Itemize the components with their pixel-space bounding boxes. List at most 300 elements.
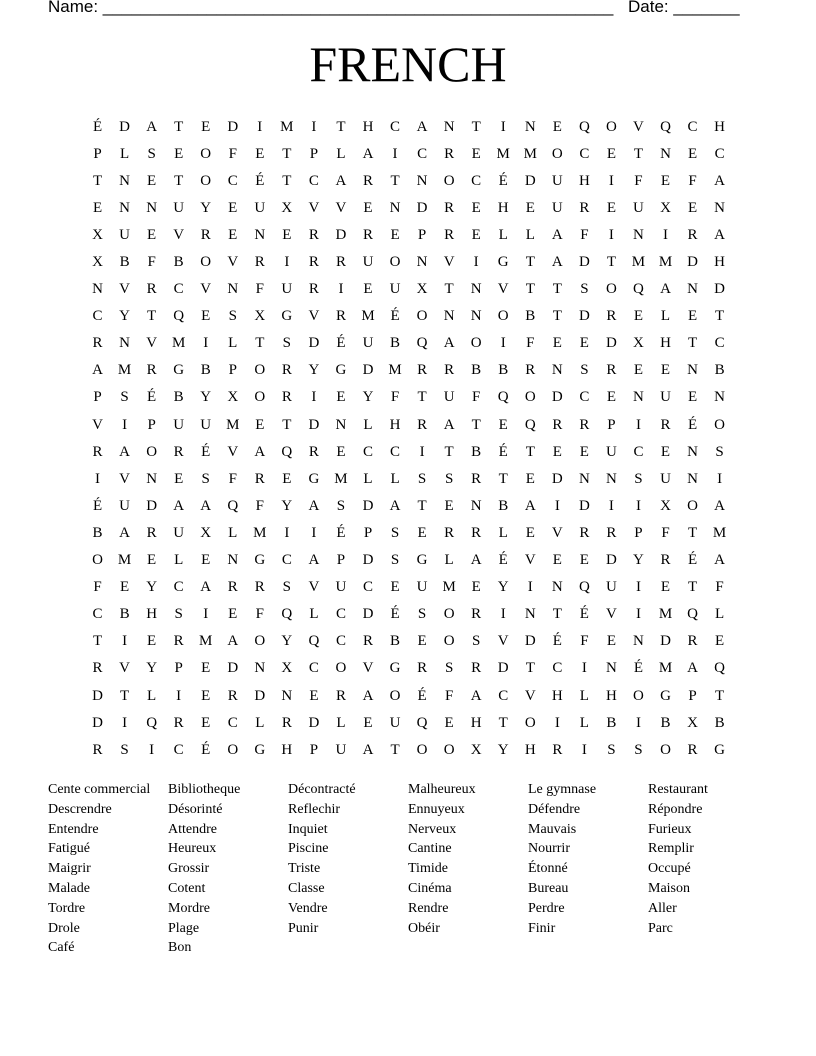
grid-letter: T [282, 172, 292, 189]
grid-letter: E [552, 552, 562, 569]
grid-letter: M [631, 254, 646, 271]
grid-letter: S [634, 470, 643, 487]
grid-letter: É [390, 308, 400, 325]
grid-letter: I [203, 606, 209, 623]
grid-letter: Y [200, 389, 212, 406]
grid-letter: S [147, 145, 156, 162]
grid-letter: E [660, 362, 671, 379]
grid-letter: R [173, 443, 184, 460]
word-list-item: Maison [648, 880, 690, 896]
grid-letter: F [526, 335, 535, 352]
grid-letter: R [308, 226, 319, 243]
grid-letter: L [336, 145, 346, 162]
grid-letter: T [525, 443, 535, 460]
grid-letter: O [389, 687, 401, 704]
grid-letter: N [119, 172, 130, 189]
grid-letter: E [606, 389, 616, 406]
grid-letter: S [282, 335, 292, 352]
grid-letter: R [471, 660, 482, 677]
grid-letter: I [635, 579, 641, 596]
grid-letter: D [714, 281, 726, 298]
grid-letter: E [201, 660, 211, 677]
grid-letter: I [311, 118, 317, 135]
word-list-item: Décontracté [288, 782, 356, 797]
grid-letter: P [93, 145, 102, 162]
grid-letter: B [606, 714, 617, 731]
grid-letter: R [444, 524, 455, 541]
grid-letter: A [362, 687, 374, 704]
word-list-item: Plage [168, 920, 200, 936]
grid-letter: E [201, 552, 211, 569]
grid-letter: D [92, 687, 103, 704]
grid-letter: M [199, 633, 213, 650]
grid-letter: F [472, 389, 481, 406]
word-list-item: Le gymnase [528, 782, 597, 797]
grid-letter: U [660, 389, 671, 406]
grid-letter: É [92, 497, 103, 514]
grid-letter: B [660, 714, 671, 731]
grid-letter: T [715, 687, 725, 704]
grid-letter: E [579, 443, 589, 460]
grid-letter: N [524, 606, 536, 623]
grid-letter: O [660, 741, 671, 758]
grid-letter: N [389, 199, 401, 216]
grid-letter: N [227, 281, 239, 298]
grid-letter: F [147, 254, 156, 271]
grid-letter: O [443, 606, 455, 623]
grid-letter: B [525, 308, 536, 325]
grid-letter: É [336, 335, 346, 352]
grid-letter: T [687, 579, 698, 596]
grid-letter: R [335, 308, 346, 325]
grid-letter: S [634, 741, 643, 758]
grid-letter: Q [578, 118, 590, 135]
grid-letter: S [282, 579, 292, 596]
grid-letter: F [93, 579, 102, 596]
grid-letter: L [660, 308, 671, 325]
grid-letter: A [119, 443, 130, 460]
grid-letter: G [714, 741, 726, 758]
grid-letter: I [717, 470, 723, 487]
grid-letter: X [281, 660, 293, 677]
grid-letter: F [255, 497, 264, 514]
word-list-item: Étonné [528, 861, 568, 877]
grid-letter: E [660, 579, 671, 596]
word-list-column [408, 780, 528, 958]
grid-letter: R [417, 660, 428, 677]
grid-letter: P [634, 524, 643, 541]
grid-letter: I [311, 389, 317, 406]
grid-letter: E [255, 416, 265, 433]
grid-letter: A [714, 552, 726, 569]
grid-letter: L [255, 714, 265, 731]
grid-letter: T [417, 389, 427, 406]
grid-row [84, 465, 733, 492]
grid-letter: P [309, 741, 319, 758]
grid-letter: A [308, 497, 320, 514]
grid-letter: Y [146, 660, 158, 677]
grid-letter: T [92, 172, 103, 189]
grid-letter: C [335, 606, 346, 623]
grid-letter: C [362, 579, 373, 596]
grid-letter: A [551, 226, 563, 243]
grid-letter: O [200, 172, 212, 189]
grid-letter: T [282, 145, 292, 162]
grid-letter: C [227, 714, 238, 731]
grid-letter: I [392, 145, 398, 162]
grid-letter: U [254, 199, 266, 216]
grid-letter: E [119, 579, 130, 596]
grid-letter: M [523, 145, 537, 162]
grid-letter: A [200, 579, 212, 596]
grid-letter: E [525, 470, 535, 487]
grid-letter: B [119, 606, 130, 623]
grid-letter: R [254, 579, 265, 596]
word-list-item: Nourrir [528, 841, 570, 857]
grid-letter: X [470, 741, 482, 758]
grid-letter: E [579, 552, 589, 569]
grid-row [84, 276, 733, 303]
grid-row [84, 519, 733, 546]
grid-letter: G [308, 470, 320, 487]
grid-letter: O [551, 145, 563, 162]
grid-row [84, 547, 733, 574]
grid-letter: E [147, 552, 157, 569]
grid-letter: H [605, 687, 617, 704]
grid-letter: R [308, 443, 319, 460]
word-list-column [648, 780, 768, 958]
grid-letter: I [122, 416, 128, 433]
grid-letter: R [606, 362, 617, 379]
grid-letter: X [660, 199, 671, 216]
grid-letter: M [117, 552, 132, 569]
grid-letter: D [146, 497, 158, 514]
grid-letter: É [201, 741, 211, 758]
grid-letter: D [92, 714, 103, 731]
grid-letter: A [362, 145, 374, 162]
grid-letter: E [633, 308, 644, 325]
grid-letter: U [281, 281, 293, 298]
grid-letter: Y [633, 552, 644, 569]
grid-letter: Y [362, 389, 374, 406]
grid-letter: F [715, 579, 724, 596]
word-list-item: Cantine [408, 841, 452, 857]
grid-letter: L [174, 552, 184, 569]
grid-letter: T [119, 687, 130, 704]
grid-row [84, 709, 733, 736]
grid-letter: T [471, 416, 481, 433]
grid-letter: M [658, 254, 673, 271]
grid-letter: O [687, 497, 698, 514]
grid-letter: E [471, 145, 481, 162]
grid-letter: D [227, 660, 239, 677]
grid-letter: N [714, 389, 726, 406]
grid-letter: C [335, 633, 346, 650]
grid-row [84, 140, 733, 167]
grid-letter: H [470, 714, 482, 731]
grid-letter: R [92, 741, 103, 758]
grid-letter: L [119, 145, 130, 162]
grid-letter: A [308, 552, 320, 569]
grid-letter: P [336, 552, 346, 569]
grid-letter: É [633, 660, 644, 677]
grid-letter: D [362, 552, 374, 569]
grid-letter: Y [281, 633, 293, 650]
grid-letter: N [551, 362, 563, 379]
grid-letter: R [362, 633, 373, 650]
grid-letter: R [606, 524, 617, 541]
grid-letter: D [308, 714, 320, 731]
word-list-item: Rendre [408, 900, 449, 916]
grid-letter: P [93, 389, 102, 406]
grid-letter: I [284, 254, 290, 271]
grid-letter: É [552, 633, 562, 650]
grid-letter: O [200, 145, 212, 162]
grid-letter: C [227, 172, 238, 189]
grid-letter: E [201, 118, 211, 135]
grid-letter: S [607, 741, 616, 758]
grid-letter: N [416, 172, 428, 189]
grid-letter: R [687, 226, 698, 243]
grid-letter: B [471, 443, 482, 460]
grid-letter: I [527, 579, 533, 596]
grid-row [84, 330, 733, 357]
grid-letter: D [308, 335, 320, 352]
grid-letter: N [633, 633, 644, 650]
grid-letter: D [660, 633, 671, 650]
grid-letter: N [146, 470, 158, 487]
grid-letter: E [147, 172, 157, 189]
grid-letter: É [92, 118, 103, 135]
grid-letter: E [525, 524, 535, 541]
grid-letter: R [92, 335, 103, 352]
grid-letter: G [254, 552, 266, 569]
grid-letter: R [606, 308, 617, 325]
grid-letter: L [228, 524, 238, 541]
grid-letter: H [714, 254, 726, 271]
grid-letter: B [390, 633, 401, 650]
word-list-item: Mauvais [528, 821, 577, 837]
grid-letter: A [714, 226, 726, 243]
grid-letter: V [119, 281, 130, 298]
word-list-item: Tordre [48, 900, 86, 916]
grid-letter: I [554, 497, 560, 514]
grid-letter: I [635, 416, 641, 433]
grid-letter: T [174, 118, 184, 135]
grid-letter: Q [660, 118, 671, 135]
grid-letter: N [660, 145, 671, 162]
grid-letter: R [227, 579, 238, 596]
grid-letter: B [200, 362, 211, 379]
grid-letter: D [551, 470, 563, 487]
grid-letter: Q [416, 714, 428, 731]
grid-letter: H [660, 335, 671, 352]
grid-letter: V [308, 199, 320, 216]
grid-letter: I [608, 226, 614, 243]
grid-letter: V [524, 687, 536, 704]
grid-letter: C [687, 118, 698, 135]
grid-letter: E [606, 199, 616, 216]
grid-letter: F [444, 687, 454, 704]
grid-letter: C [173, 281, 184, 298]
grid-letter: S [174, 606, 183, 623]
grid-letter: T [390, 172, 400, 189]
grid-letter: É [147, 389, 157, 406]
word-list-item: Drole [48, 920, 80, 936]
grid-row [84, 221, 733, 248]
word-list-item: Classe [288, 880, 325, 896]
grid-letter: N [227, 552, 239, 569]
grid-letter: U [173, 524, 185, 541]
grid-letter: R [281, 714, 292, 731]
grid-letter: U [416, 579, 428, 596]
grid-letter: U [335, 741, 347, 758]
grid-row [84, 574, 733, 601]
grid-letter: O [416, 741, 428, 758]
grid-letter: V [119, 660, 130, 677]
grid-letter: T [444, 443, 454, 460]
grid-letter: F [228, 470, 237, 487]
grid-letter: R [525, 362, 536, 379]
grid-row [84, 411, 733, 438]
grid-letter: L [579, 714, 589, 731]
grid-letter: T [417, 497, 427, 514]
grid-letter: Q [497, 389, 509, 406]
page-title: FRENCH [309, 36, 507, 92]
grid-letter: T [390, 741, 400, 758]
grid-letter: S [580, 362, 589, 379]
grid-letter: E [552, 443, 562, 460]
grid-letter: D [687, 254, 698, 271]
grid-letter: C [308, 172, 319, 189]
grid-letter: B [471, 362, 482, 379]
grid-letter: R [308, 281, 319, 298]
grid-letter: E [282, 226, 292, 243]
grid-letter: R [92, 660, 103, 677]
grid-row [84, 167, 733, 194]
grid-letter: S [417, 606, 427, 623]
grid-letter: G [173, 362, 185, 379]
grid-letter: D [362, 606, 374, 623]
grid-letter: O [443, 633, 455, 650]
grid-letter: V [173, 226, 185, 243]
grid-letter: É [498, 552, 508, 569]
grid-letter: I [338, 281, 344, 298]
grid-letter: R [444, 226, 455, 243]
word-list-item: Perdre [528, 900, 565, 916]
grid-letter: N [119, 335, 130, 352]
grid-row [84, 194, 733, 221]
grid-letter: O [389, 254, 401, 271]
grid-letter: Y [308, 362, 320, 379]
grid-letter: O [200, 254, 212, 271]
grid-letter: E [715, 633, 725, 650]
word-list-column [288, 780, 408, 958]
grid-letter: S [201, 470, 210, 487]
grid-letter: I [581, 741, 587, 758]
grid-letter: N [443, 118, 455, 135]
grid-letter: N [335, 416, 347, 433]
grid-letter: X [227, 389, 239, 406]
grid-letter: A [227, 633, 239, 650]
word-list-item: Désorinté [168, 801, 223, 817]
grid-letter: N [714, 199, 726, 216]
grid-letter: O [605, 281, 617, 298]
grid-letter: S [120, 389, 129, 406]
word-list-item: Malade [48, 880, 90, 896]
grid-letter: A [470, 687, 482, 704]
grid-letter: E [228, 226, 238, 243]
grid-letter: I [581, 660, 587, 677]
grid-letter: L [363, 470, 373, 487]
grid-letter: E [687, 308, 698, 325]
grid-letter: N [578, 470, 590, 487]
grid-letter: É [687, 552, 698, 569]
grid-letter: R [362, 226, 373, 243]
grid-letter: N [687, 362, 698, 379]
grid-letter: T [552, 308, 562, 325]
word-list-column [168, 780, 288, 958]
grid-letter: A [200, 497, 212, 514]
grid-letter: C [173, 579, 184, 596]
grid-letter: C [714, 145, 725, 162]
grid-letter: E [336, 443, 346, 460]
grid-letter: G [281, 308, 293, 325]
grid-letter: D [335, 226, 347, 243]
grid-letter: É [579, 606, 589, 623]
grid-letter: G [254, 741, 266, 758]
grid-letter: É [498, 443, 508, 460]
grid-letter: C [92, 606, 103, 623]
grid-letter: C [417, 145, 428, 162]
grid-letter: D [578, 308, 590, 325]
grid-letter: U [362, 254, 374, 271]
grid-letter: T [687, 335, 698, 352]
word-list-column [528, 780, 648, 958]
grid-letter: R [200, 226, 211, 243]
grid-letter: S [444, 470, 454, 487]
grid-letter: U [443, 389, 455, 406]
grid-letter: A [714, 497, 726, 514]
grid-letter: E [498, 416, 508, 433]
grid-letter: D [119, 118, 130, 135]
grid-letter: R [146, 362, 157, 379]
grid-letter: O [524, 714, 536, 731]
grid-letter: B [390, 335, 401, 352]
grid-letter: I [635, 714, 641, 731]
word-list-item: Inquiet [288, 821, 328, 837]
grid-letter: A [254, 443, 266, 460]
grid-letter: E [363, 281, 373, 298]
grid-letter: R [444, 145, 455, 162]
grid-letter: V [335, 199, 347, 216]
grid-letter: X [687, 714, 698, 731]
word-list-item: Répondre [648, 801, 703, 817]
grid-letter: V [362, 660, 374, 677]
grid-letter: E [471, 226, 481, 243]
grid-letter: B [498, 497, 509, 514]
grid-letter: U [605, 443, 617, 460]
grid-letter: U [335, 579, 347, 596]
grid-letter: A [362, 741, 374, 758]
grid-letter: N [443, 308, 455, 325]
grid-letter: L [579, 687, 589, 704]
word-list-item: Défendre [528, 801, 581, 817]
grid-letter: X [633, 335, 644, 352]
grid-letter: Y [119, 308, 130, 325]
word-list-item: Remplir [648, 841, 694, 857]
grid-letter: T [336, 118, 346, 135]
